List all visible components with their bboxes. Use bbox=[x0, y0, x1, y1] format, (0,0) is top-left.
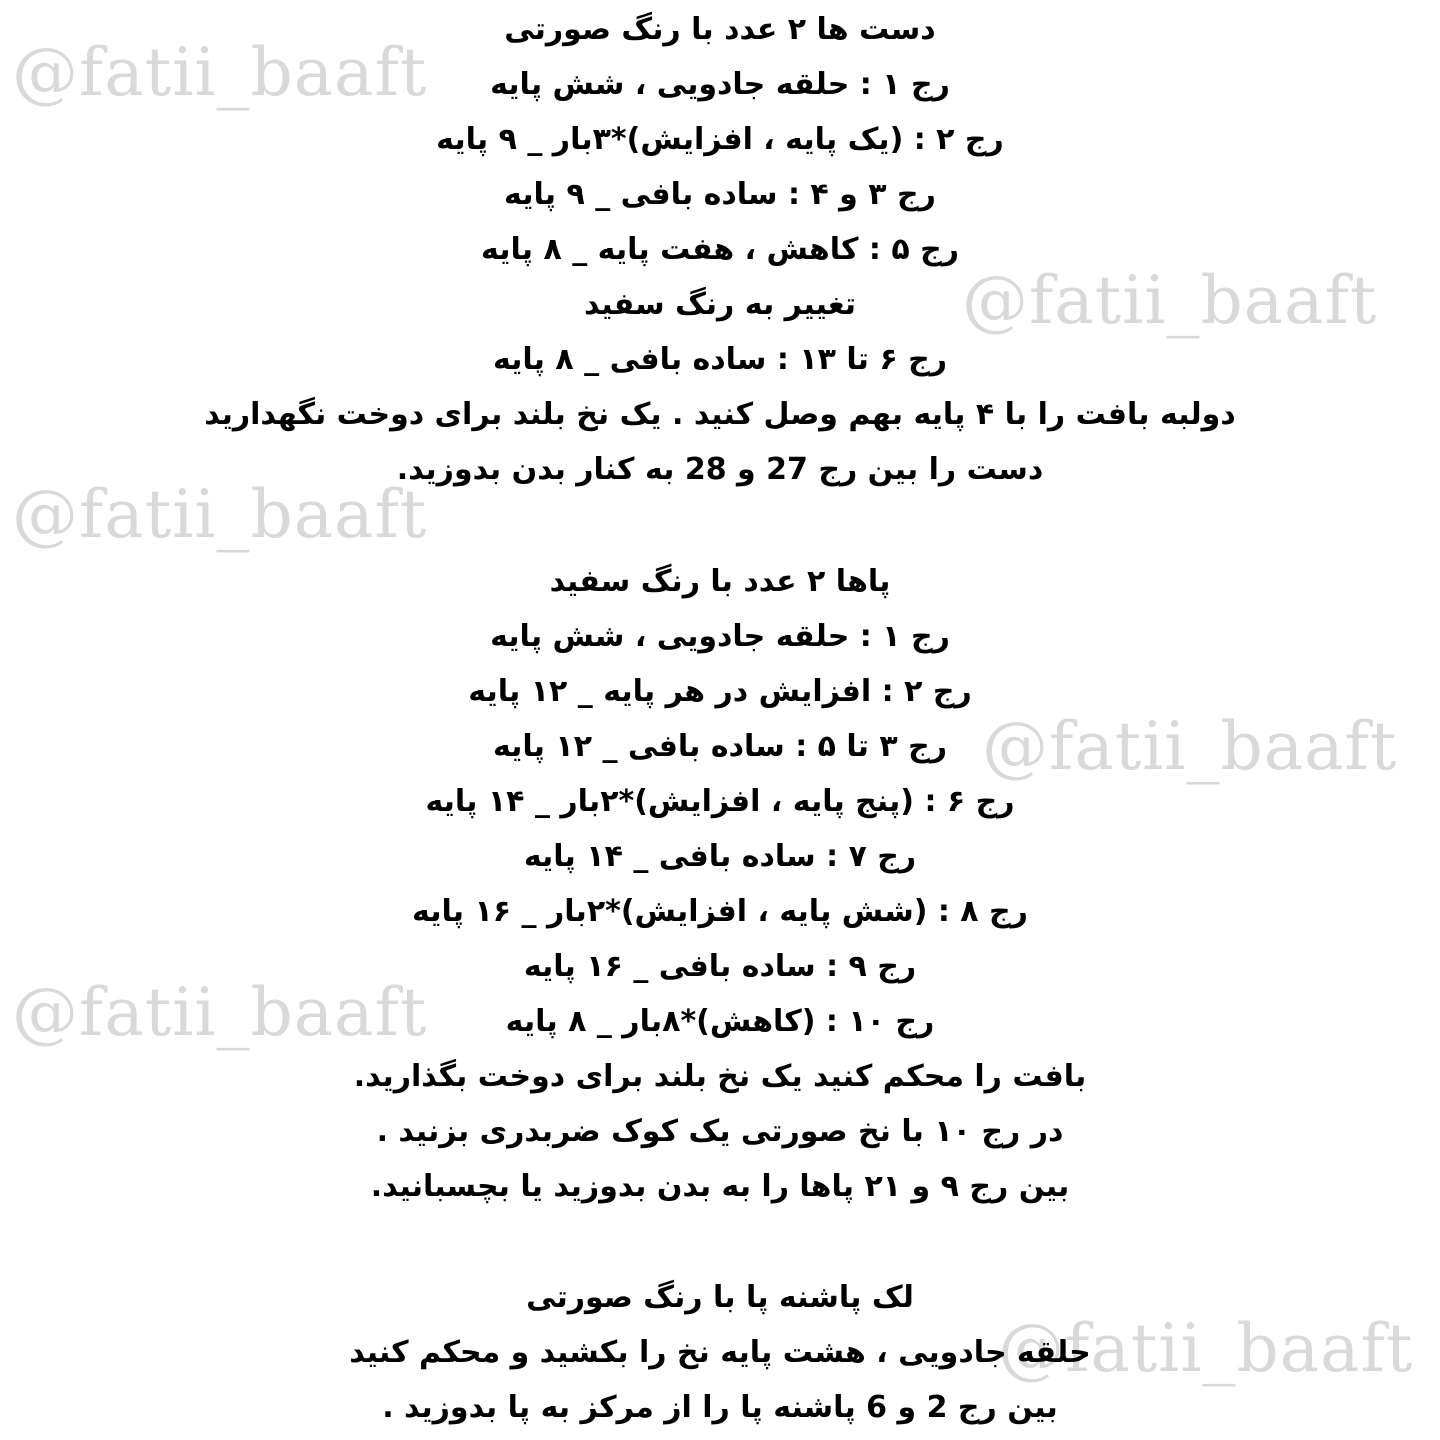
heel-instruction-line: حلقه جادویی ، هشت پایه نخ را بکشید و محکم کنید bbox=[349, 1335, 1091, 1370]
legs-instruction-line: بافت را محکم کنید یک نخ بلند برای دوخت بگذارید. bbox=[353, 1059, 1087, 1094]
hands-instruction-line: رج ۳ و ۴ : ساده بافی _ ۹ پایه bbox=[504, 177, 936, 212]
watermark-text: @fatii_baaft bbox=[998, 1310, 1414, 1387]
hands-instruction-line: دولبه بافت را با ۴ پایه بهم وصل کنید . یک نخ بلند برای دوخت نگهدارید bbox=[204, 397, 1236, 432]
hands-instruction-line: رج ۱ : حلقه جادویی ، شش پایه bbox=[490, 67, 950, 102]
hands-instruction-line: رج ۲ : (یک پایه ، افزایش)*۳بار _ ۹ پایه bbox=[436, 122, 1004, 157]
heel-section bbox=[0, 1270, 1440, 1435]
hands-instruction-line: رج ۶ تا ۱۳ : ساده بافی _ ۸ پایه bbox=[492, 342, 948, 377]
hands-instruction-line: رج ۵ : کاهش ، هفت پایه _ ۸ پایه bbox=[481, 232, 959, 267]
legs-title: پاها ۲ عدد با رنگ سفید bbox=[549, 564, 891, 599]
watermark-text: @fatii_baaft bbox=[12, 34, 428, 111]
hands-title: دست ها ۲ عدد با رنگ صورتی bbox=[504, 12, 936, 47]
watermark-text: @fatii_baaft bbox=[12, 476, 428, 553]
legs-instruction-line: رج ۶ : (پنج پایه ، افزایش)*۲بار _ ۱۴ پایه bbox=[425, 784, 1015, 819]
legs-instruction-line: رج ۲ : افزایش در هر پایه _ ۱۲ پایه bbox=[468, 674, 972, 709]
legs-instruction-line: بین رج ۹ و ۲۱ پاها را به بدن بدوزید یا بچسبانید. bbox=[370, 1169, 1070, 1204]
legs-instruction-line: در رج ۱۰ با نخ صورتی یک کوک ضربدری بزنید . bbox=[376, 1114, 1064, 1149]
watermark-text: @fatii_baaft bbox=[12, 974, 428, 1051]
hands-instruction-line: دست را بین رج 27 و 28 به کنار بدن بدوزید. bbox=[396, 452, 1044, 487]
heel-title: لک پاشنه پا با رنگ صورتی bbox=[526, 1280, 914, 1315]
watermark-text: @fatii_baaft bbox=[962, 262, 1378, 339]
legs-instruction-line: رج ۳ تا ۵ : ساده بافی _ ۱۲ پایه bbox=[492, 729, 948, 764]
hands-section bbox=[0, 2, 1440, 497]
hands-color-change-line: تغییر به رنگ سفید bbox=[583, 287, 857, 322]
heel-instruction-line: بین رج 2 و 6 پاشنه پا را از مرکز به پا بدوزید . bbox=[382, 1390, 1058, 1425]
legs-section bbox=[0, 554, 1440, 1214]
legs-instruction-line: رج ۱۰ : (کاهش)*۸بار _ ۸ پایه bbox=[505, 1004, 935, 1039]
legs-instruction-line: رج ۱ : حلقه جادویی ، شش پایه bbox=[490, 619, 950, 654]
legs-instruction-line: رج ۸ : (شش پایه ، افزایش)*۲بار _ ۱۶ پایه bbox=[412, 894, 1028, 929]
legs-instruction-line: رج ۹ : ساده بافی _ ۱۶ پایه bbox=[523, 949, 917, 984]
legs-instruction-line: رج ۷ : ساده بافی _ ۱۴ پایه bbox=[523, 839, 917, 874]
watermark-text: @fatii_baaft bbox=[982, 708, 1398, 785]
